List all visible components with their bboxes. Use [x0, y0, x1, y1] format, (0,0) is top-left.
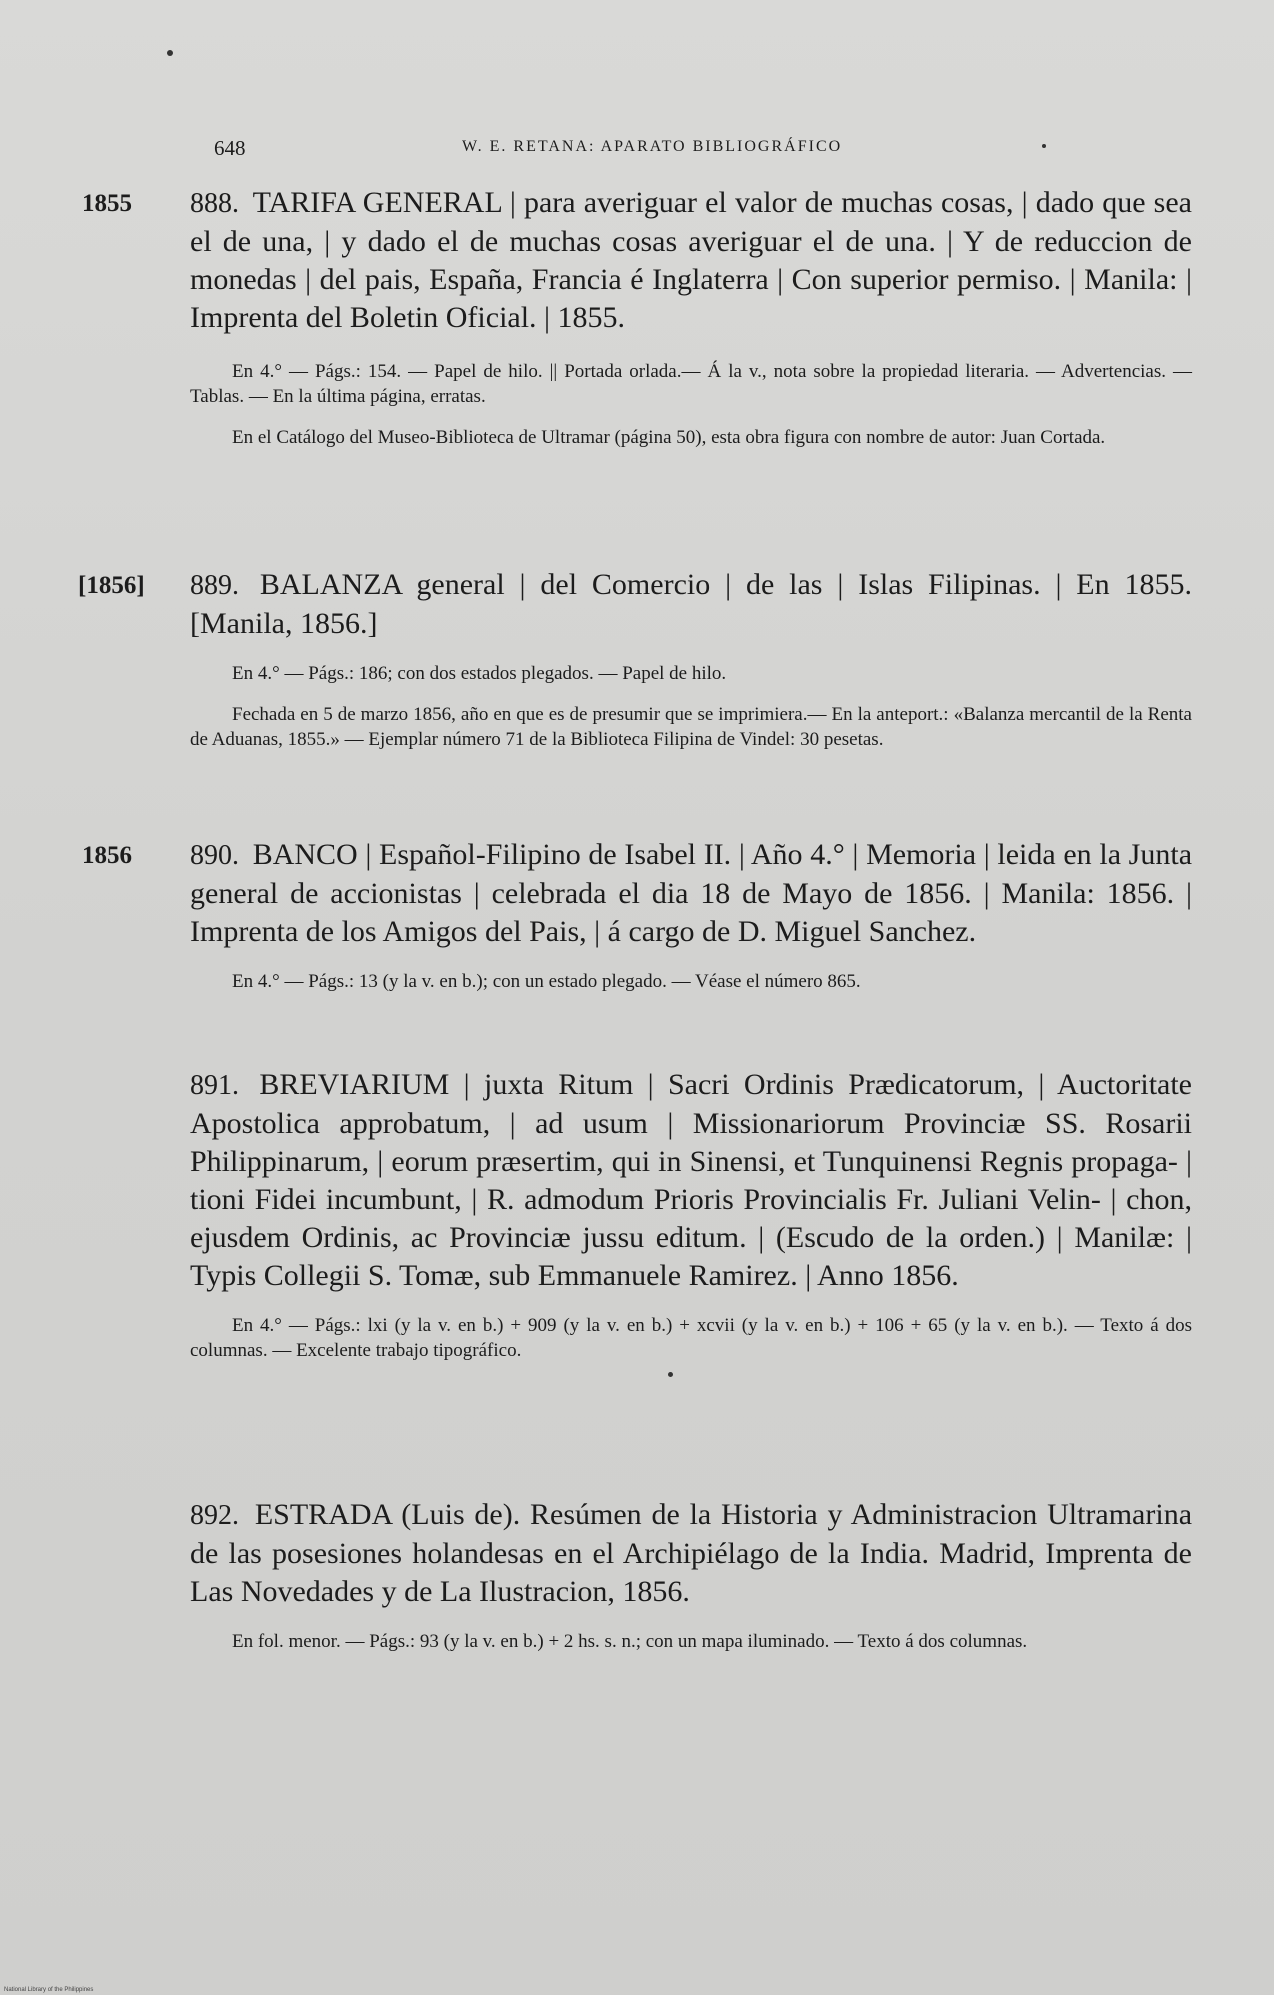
entry-note: En 4.° — Págs.: 13 (y la v. en b.); con un estado plegado. — Véase el número 865. [232, 971, 861, 992]
entry-title: ESTRADA (Luis de). Resúmen de la Historia y Administracion Ultramarina de las posesiones holandesas en el Archipiélago de la India. Madrid, Imprenta de Las Novedades y de La Ilustracion, 1856. [190, 1498, 1193, 1608]
scan-speck [1042, 144, 1046, 148]
entry-888 [82, 184, 1192, 450]
footer-credit: National Library of the Philippines [4, 1987, 94, 1993]
entry-main-text [190, 836, 1192, 951]
entry-note: En 4.° — Págs.: 154. — Papel de hilo. || Portada orlada.— Á la v., nota sobre la propiedad literaria. — Advertencias. — Tablas. — En la última página, erratas. [190, 361, 1192, 407]
entry-number: 891. [190, 1070, 239, 1101]
entry-892 [190, 1496, 1192, 1654]
entry-year: 1856 [82, 842, 132, 869]
entry-number: 888. [190, 188, 239, 219]
entry-number: 890. [190, 840, 239, 871]
entry-number: 892. [190, 1500, 239, 1531]
entry-year: 1855 [82, 190, 132, 217]
entry-note: Fechada en 5 de marzo 1856, año en que es de presumir que se imprimiera.— En la anteport.: «Balanza mercantil de la Renta de Aduanas, 1855.» — Ejemplar número 71 de la Biblioteca Filipina de Vindel: 30 pesetas. [190, 704, 1192, 750]
scan-speck [668, 1372, 673, 1377]
entry-note: En 4.° — Págs.: 186; con dos estados plegados. — Papel de hilo. [232, 663, 727, 684]
entry-title: BALANZA general | del Comercio | de las | Islas Filipinas. | En 1855. [Manila, 1856.] [190, 568, 1193, 640]
entry-note: En 4.° — Págs.: lxi (y la v. en b.) + 909 (y la v. en b.) + xcvii (y la v. en b.) + 106 + 65 (y la v. en b.). — Texto á dos columnas. — Excelente trabajo tipográfico. [190, 1315, 1192, 1361]
entry-889 [78, 566, 1193, 752]
running-title: W. E. RETANA: APARATO BIBLIOGRÁFICO [462, 138, 843, 155]
entry-main-text [190, 1496, 1192, 1611]
entry-891 [190, 1066, 1192, 1363]
entry-title: TARIFA GENERAL | para averiguar el valor de muchas cosas, | dado que sea el de una, | y dado el de muchas cosas averiguar el de una. | Y de reduccion de monedas | del pais, España, Francia é Inglaterra | Con superior permiso. | Manila: | Imprenta del Boletin Oficial. | 1855. [190, 186, 1192, 334]
entry-main-text [190, 1066, 1192, 1295]
entry-main-text [190, 566, 1192, 643]
entry-note: En el Catálogo del Museo-Biblioteca de Ultramar (página 50), esta obra figura con nombre de autor: Juan Cortada. [232, 427, 1106, 448]
page-number: 648 [214, 136, 246, 160]
scan-speck [167, 50, 173, 56]
entry-year: [1856] [78, 572, 145, 599]
entry-890 [82, 836, 1193, 994]
entry-main-text [190, 184, 1192, 337]
entry-number: 889. [190, 570, 239, 601]
entry-title: BANCO | Español-Filipino de Isabel II. | Año 4.° | Memoria | leida en la Junta general de accionistas | celebrada el dia 18 de Mayo de 1856. | Manila: 1856. | Imprenta de los Amigos del Pais, | á cargo de D. Miguel Sanchez. [190, 838, 1193, 948]
entry-note: En fol. menor. — Págs.: 93 (y la v. en b.) + 2 hs. s. n.; con un mapa iluminado. — Texto á dos columnas. [232, 1631, 1028, 1652]
entry-title: BREVIARIUM | juxta Ritum | Sacri Ordinis Prædicatorum, | Auctoritate Apostolica approbatum, | ad usum | Missionariorum Provinciæ SS. Rosarii Philippinarum, | eorum præsertim, qui in Sinensi, et Tunquinensi Regnis propaga- | tioni Fidei incumbunt, | R. admodum Prioris Provincialis Fr. Juliani Velin- | chon, ejusdem Ordinis, ac Provinciæ jussu editum. | (Escudo de la orden.) | Manilæ: | Typis Collegii S. Tomæ, sub Emmanuele Ramirez. | Anno 1856. [190, 1068, 1192, 1292]
